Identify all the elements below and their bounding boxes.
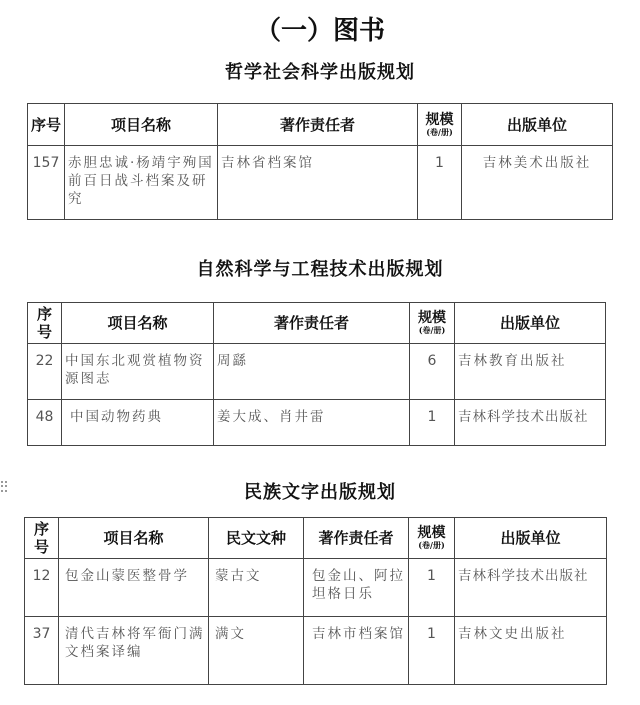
table-header bbox=[28, 104, 613, 146]
table-row bbox=[25, 559, 607, 617]
header-language: 民文文种 bbox=[209, 518, 304, 559]
header-cell: 序号 bbox=[25, 518, 59, 559]
table-cell: 中国动物药典 bbox=[62, 400, 214, 446]
header-cell: 规模 (卷/册) bbox=[410, 303, 455, 344]
table-cell: 12 bbox=[25, 559, 59, 617]
section-title: 民族文字出版规划 bbox=[244, 482, 396, 503]
table-header bbox=[28, 303, 606, 344]
table-cell: 吉林美术出版社 bbox=[462, 146, 613, 220]
table-cell: 1 bbox=[410, 400, 455, 446]
table-cell: 包金山、阿拉坦格日乐 bbox=[304, 559, 409, 617]
table-natural-science bbox=[27, 302, 606, 446]
table-row bbox=[28, 146, 613, 220]
table-cell: 6 bbox=[410, 344, 455, 400]
table-cell: 157 bbox=[28, 146, 65, 220]
table-header bbox=[25, 518, 607, 559]
table-cell: 包金山蒙医整骨学 bbox=[59, 559, 209, 617]
table-cell: 37 bbox=[25, 617, 59, 685]
header-cell: 出版单位 bbox=[455, 303, 606, 344]
header-scale: 规模 (卷/册) bbox=[418, 104, 462, 146]
table-cell: 吉林科学技术出版社 bbox=[455, 559, 607, 617]
table-cell: 蒙古文 bbox=[209, 559, 304, 617]
table-cell: 吉林科学技术出版社 bbox=[455, 400, 606, 446]
section-title: 哲学社会科学出版规划 bbox=[225, 62, 415, 83]
table-social-science bbox=[27, 103, 613, 220]
table-cell: 48 bbox=[28, 400, 62, 446]
table-cell: 1 bbox=[409, 617, 455, 685]
table-cell: 1 bbox=[418, 146, 462, 220]
table-cell: 姜大成、肖井雷 bbox=[214, 400, 410, 446]
table-cell: 1 bbox=[409, 559, 455, 617]
table-cell: 吉林省档案馆 bbox=[218, 146, 418, 220]
table-row bbox=[25, 617, 607, 685]
table-cell: 周繇 bbox=[214, 344, 410, 400]
table-cell: 中国东北观赏植物资源图志 bbox=[62, 344, 214, 400]
page-title: （一）图书 bbox=[254, 16, 385, 46]
header-author: 著作责任者 bbox=[218, 104, 418, 146]
header-cell: 规模 (卷/册) bbox=[409, 518, 455, 559]
header-seq: 序号 bbox=[28, 104, 65, 146]
table-cell: 22 bbox=[28, 344, 62, 400]
header-cell: 出版单位 bbox=[455, 518, 607, 559]
section-title: 自然科学与工程技术出版规划 bbox=[196, 259, 444, 280]
table-cell: 吉林市档案馆 bbox=[304, 617, 409, 685]
header-cell: 著作责任者 bbox=[304, 518, 409, 559]
table-cell: 清代吉林将军衙门满文档案译编 bbox=[59, 617, 209, 685]
table-cell: 赤胆忠诚·杨靖宇殉国前百日战斗档案及研究 bbox=[65, 146, 218, 220]
table-cell: 满文 bbox=[209, 617, 304, 685]
header-publisher: 出版单位 bbox=[462, 104, 613, 146]
header-cell: 著作责任者 bbox=[214, 303, 410, 344]
header-cell: 序号 bbox=[28, 303, 62, 344]
table-row bbox=[28, 344, 606, 400]
header-cell: 项目名称 bbox=[62, 303, 214, 344]
table-row bbox=[28, 400, 606, 446]
table-ethnic-language bbox=[24, 517, 607, 685]
table-cell: 吉林教育出版社 bbox=[455, 344, 606, 400]
table-cell: 吉林文史出版社 bbox=[455, 617, 607, 685]
header-cell: 项目名称 bbox=[59, 518, 209, 559]
header-name: 项目名称 bbox=[65, 104, 218, 146]
